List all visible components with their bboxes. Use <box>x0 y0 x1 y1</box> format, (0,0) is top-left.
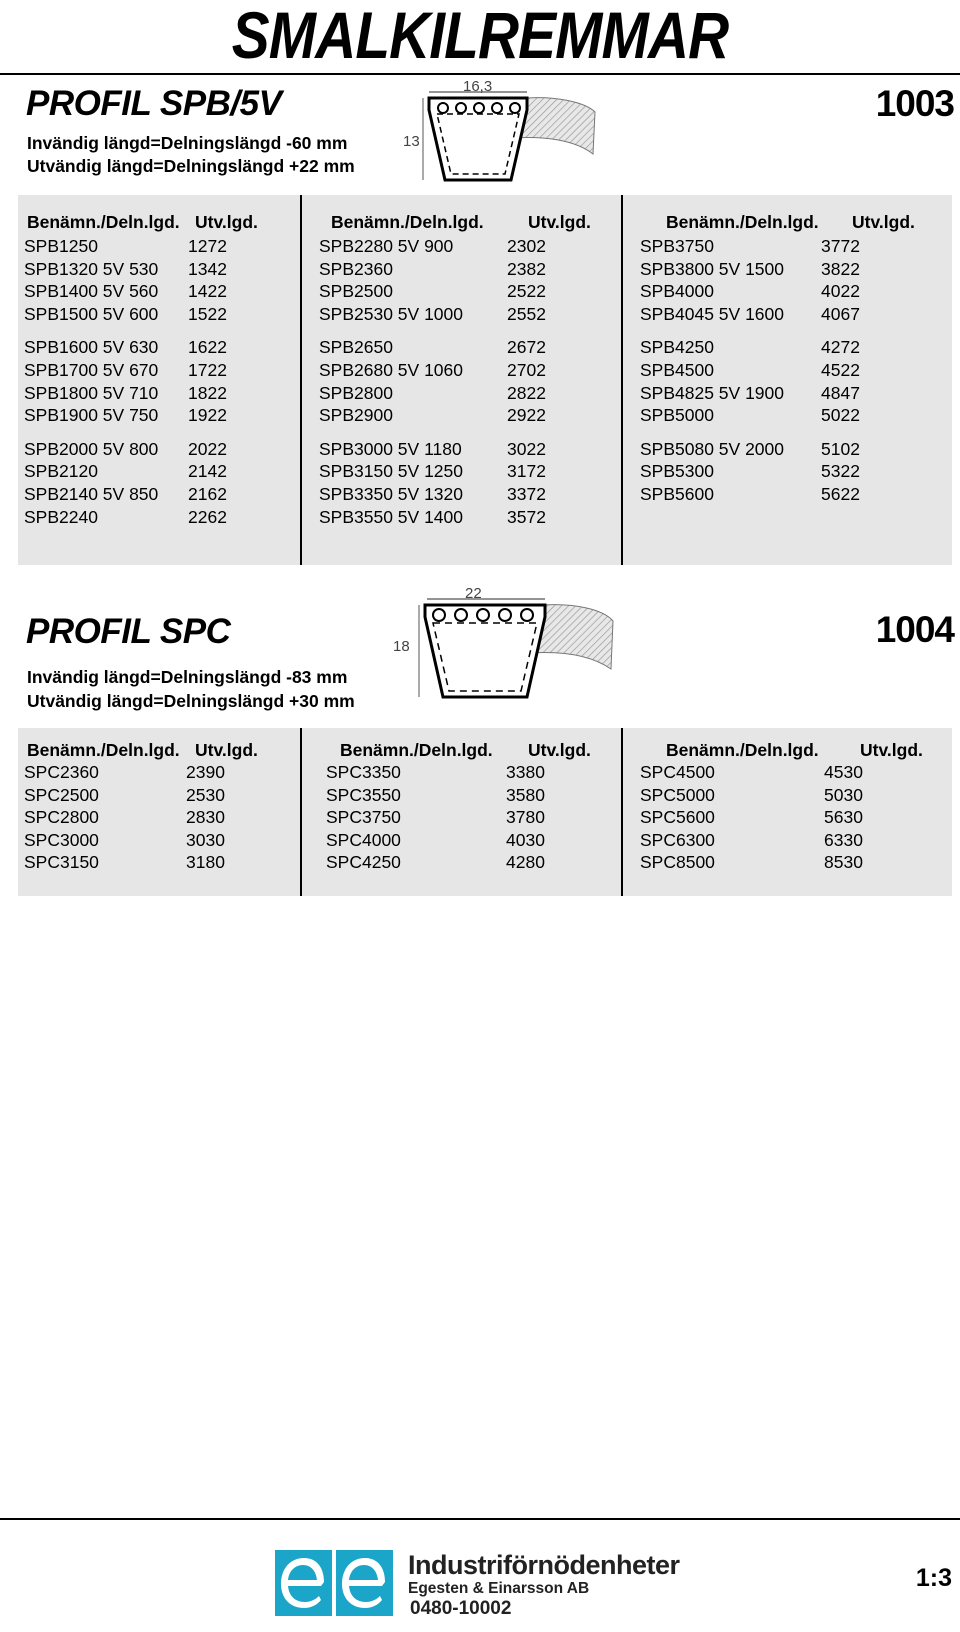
table-cell-outer-length: 1622 <box>188 337 227 358</box>
table-cell-outer-length: 4522 <box>821 360 860 380</box>
spb-col1-header-length: Utv.lgd. <box>195 212 258 232</box>
table-cell-outer-length: 4847 <box>821 382 860 403</box>
belt-profile-spb-image <box>403 78 605 188</box>
table-cell-outer-length: 4280 <box>506 852 545 873</box>
table-cell-outer-length: 4030 <box>506 829 545 850</box>
table-cell-designation: SPB2500 <box>319 281 393 302</box>
table-cell-designation: SPC6300 <box>640 829 715 850</box>
table-cell-outer-length: 1422 <box>188 281 227 302</box>
spc-col3-header-length: Utv.lgd. <box>860 740 923 760</box>
table-cell-designation: SPB4000 <box>640 281 714 302</box>
footer-divider <box>0 1518 960 1520</box>
spc-col3-header-name: Benämn./Deln.lgd. <box>666 740 819 760</box>
spc-col2-header-name: Benämn./Deln.lgd. <box>340 740 493 760</box>
section-spb-title: PROFIL SPB/5V <box>26 84 282 123</box>
table-cell-designation: SPB4825 5V 1900 <box>640 382 785 403</box>
section-spc-outer-length: Utvändig längd=Delningslängd +30 mm <box>27 691 355 711</box>
table-cell-outer-length: 1272 <box>188 236 227 256</box>
table-cell-designation: SPB2360 <box>319 258 393 279</box>
table-cell-outer-length: 5622 <box>821 484 860 504</box>
table-cell-designation: SPC4500 <box>640 762 715 782</box>
table-cell-outer-length: 5322 <box>821 461 860 482</box>
table-cell-outer-length: 2702 <box>507 360 546 380</box>
table-cell-outer-length: 5030 <box>824 784 863 805</box>
table-cell-outer-length: 3572 <box>507 506 546 527</box>
spc-column-divider <box>621 728 623 896</box>
spb-col2-header-length: Utv.lgd. <box>528 212 591 232</box>
table-cell-designation: SPB2530 5V 1000 <box>319 303 464 324</box>
table-cell-designation: SPB3750 <box>640 236 714 256</box>
table-cell-outer-length: 1342 <box>188 258 227 279</box>
company-phone: 0480-10002 <box>410 1598 512 1619</box>
spb-col3-header-name: Benämn./Deln.lgd. <box>666 212 819 232</box>
spb-col3-header-length: Utv.lgd. <box>852 212 915 232</box>
table-cell-designation: SPB1500 5V 600 <box>24 303 159 324</box>
table-cell-designation: SPC5000 <box>640 784 715 805</box>
spc-col2-header-length: Utv.lgd. <box>528 740 591 760</box>
table-cell-outer-length: 5022 <box>821 405 860 426</box>
table-cell-designation: SPC4250 <box>326 852 401 873</box>
title-divider <box>0 73 960 75</box>
table-cell-designation: SPB2680 5V 1060 <box>319 360 464 380</box>
table-cell-designation: SPC3550 <box>326 784 401 805</box>
section-spc-title: PROFIL SPC <box>26 612 231 651</box>
table-cell-outer-length: 3780 <box>506 807 545 828</box>
table-cell-designation: SPB2140 5V 850 <box>24 484 159 504</box>
table-cell-designation: SPB2900 <box>319 405 393 426</box>
table-cell-outer-length: 2522 <box>507 281 546 302</box>
belt-spc-width-label: 22 <box>465 585 482 602</box>
spc-column-divider <box>300 728 302 896</box>
table-cell-outer-length: 5102 <box>821 438 860 459</box>
section-spc-inner-length: Invändig längd=Delningslängd -83 mm <box>27 667 348 687</box>
table-cell-designation: SPC3150 <box>24 852 99 873</box>
table-cell-designation: SPB2800 <box>319 382 393 403</box>
table-cell-outer-length: 2922 <box>507 405 546 426</box>
table-cell-designation: SPC3350 <box>326 762 401 782</box>
section-spb-inner-length: Invändig längd=Delningslängd -60 mm <box>27 133 348 153</box>
table-cell-outer-length: 6330 <box>824 829 863 850</box>
table-cell-designation: SPB4500 <box>640 360 714 380</box>
spb-column-divider <box>300 195 302 565</box>
table-cell-outer-length: 2552 <box>507 303 546 324</box>
table-cell-designation: SPB3000 5V 1180 <box>319 438 462 459</box>
spb-col1-header-name: Benämn./Deln.lgd. <box>27 212 180 232</box>
table-cell-designation: SPB1900 5V 750 <box>24 405 159 426</box>
table-cell-outer-length: 2822 <box>507 382 546 403</box>
table-cell-designation: SPB1400 5V 560 <box>24 281 159 302</box>
table-cell-designation: SPC2800 <box>24 807 99 828</box>
page-title: SMALKILREMMAR <box>231 0 729 72</box>
section-spb-outer-length: Utvändig längd=Delningslängd +22 mm <box>27 156 355 176</box>
table-cell-designation: SPC3000 <box>24 829 99 850</box>
table-cell-outer-length: 3180 <box>186 852 225 873</box>
table-cell-outer-length: 1722 <box>188 360 227 380</box>
belt-profile-spc-image <box>393 585 620 705</box>
table-cell-designation: SPC3750 <box>326 807 401 828</box>
spc-col1-header-length: Utv.lgd. <box>195 740 258 760</box>
table-cell-designation: SPB3150 5V 1250 <box>319 461 464 482</box>
table-cell-outer-length: 1922 <box>188 405 227 426</box>
table-cell-designation: SPB5300 <box>640 461 714 482</box>
table-cell-designation: SPB4045 5V 1600 <box>640 303 785 324</box>
table-cell-outer-length: 2390 <box>186 762 225 782</box>
table-cell-outer-length: 4022 <box>821 281 860 302</box>
table-cell-designation: SPB1700 5V 670 <box>24 360 159 380</box>
table-cell-designation: SPB2280 5V 900 <box>319 236 454 256</box>
table-cell-designation: SPC4000 <box>326 829 401 850</box>
table-cell-outer-length: 3022 <box>507 438 546 459</box>
spc-col1-header-name: Benämn./Deln.lgd. <box>27 740 180 760</box>
spc-table <box>18 728 952 896</box>
company-name: Industriförnödenheter <box>408 1550 680 1580</box>
table-cell-designation: SPB2650 <box>319 337 393 358</box>
table-cell-outer-length: 4530 <box>824 762 863 782</box>
table-cell-designation: SPB4250 <box>640 337 714 358</box>
company-logo <box>275 1550 393 1616</box>
table-cell-outer-length: 2302 <box>507 236 546 256</box>
table-cell-outer-length: 2022 <box>188 438 227 459</box>
table-cell-outer-length: 1522 <box>188 303 227 324</box>
table-cell-designation: SPB3800 5V 1500 <box>640 258 785 279</box>
table-cell-designation: SPB2120 <box>24 461 98 482</box>
table-cell-outer-length: 4067 <box>821 303 860 324</box>
table-cell-designation: SPB2000 5V 800 <box>24 438 159 459</box>
table-cell-designation: SPC8500 <box>640 852 715 873</box>
belt-spc-height-label: 18 <box>393 638 410 655</box>
table-cell-designation: SPC5600 <box>640 807 715 828</box>
table-cell-designation: SPB1320 5V 530 <box>24 258 159 279</box>
belt-spb-height-label: 13 <box>403 133 420 150</box>
table-cell-outer-length: 5630 <box>824 807 863 828</box>
table-cell-outer-length: 2142 <box>188 461 227 482</box>
table-cell-outer-length: 2382 <box>507 258 546 279</box>
table-cell-outer-length: 2530 <box>186 784 225 805</box>
page-number: 1:3 <box>915 1564 952 1592</box>
spb-column-divider <box>621 195 623 565</box>
table-cell-designation: SPB2240 <box>24 506 98 527</box>
table-cell-designation: SPB1600 5V 630 <box>24 337 159 358</box>
table-cell-designation: SPB5000 <box>640 405 714 426</box>
table-cell-designation: SPB5080 5V 2000 <box>640 438 785 459</box>
table-cell-designation: SPB1800 5V 710 <box>24 382 159 403</box>
table-cell-outer-length: 4272 <box>821 337 860 358</box>
table-cell-outer-length: 3822 <box>821 258 860 279</box>
table-cell-designation: SPC2500 <box>24 784 99 805</box>
spb-col2-header-name: Benämn./Deln.lgd. <box>331 212 484 232</box>
spb-table <box>18 195 952 565</box>
table-cell-outer-length: 3372 <box>507 484 546 504</box>
company-subtitle: Egesten & Einarsson AB <box>408 1580 590 1597</box>
table-cell-designation: SPB3350 5V 1320 <box>319 484 464 504</box>
table-cell-outer-length: 3772 <box>821 236 860 256</box>
table-cell-designation: SPC2360 <box>24 762 99 782</box>
table-cell-designation: SPB1250 <box>24 236 98 256</box>
table-cell-outer-length: 3580 <box>506 784 545 805</box>
section-spc-number: 1004 <box>875 609 954 650</box>
table-cell-outer-length: 3030 <box>186 829 225 850</box>
table-cell-designation: SPB3550 5V 1400 <box>319 506 464 527</box>
table-cell-outer-length: 8530 <box>824 852 863 873</box>
belt-spb-width-label: 16,3 <box>463 78 493 95</box>
table-cell-outer-length: 2162 <box>188 484 227 504</box>
table-cell-outer-length: 2262 <box>188 506 227 527</box>
table-cell-outer-length: 3380 <box>506 762 545 782</box>
table-cell-outer-length: 2830 <box>186 807 225 828</box>
ee-logo-icon <box>275 1550 393 1616</box>
table-cell-outer-length: 1822 <box>188 382 227 403</box>
table-cell-outer-length: 3172 <box>507 461 546 482</box>
table-cell-designation: SPB5600 <box>640 484 714 504</box>
section-spb-number: 1003 <box>875 83 954 124</box>
table-cell-outer-length: 2672 <box>507 337 546 358</box>
